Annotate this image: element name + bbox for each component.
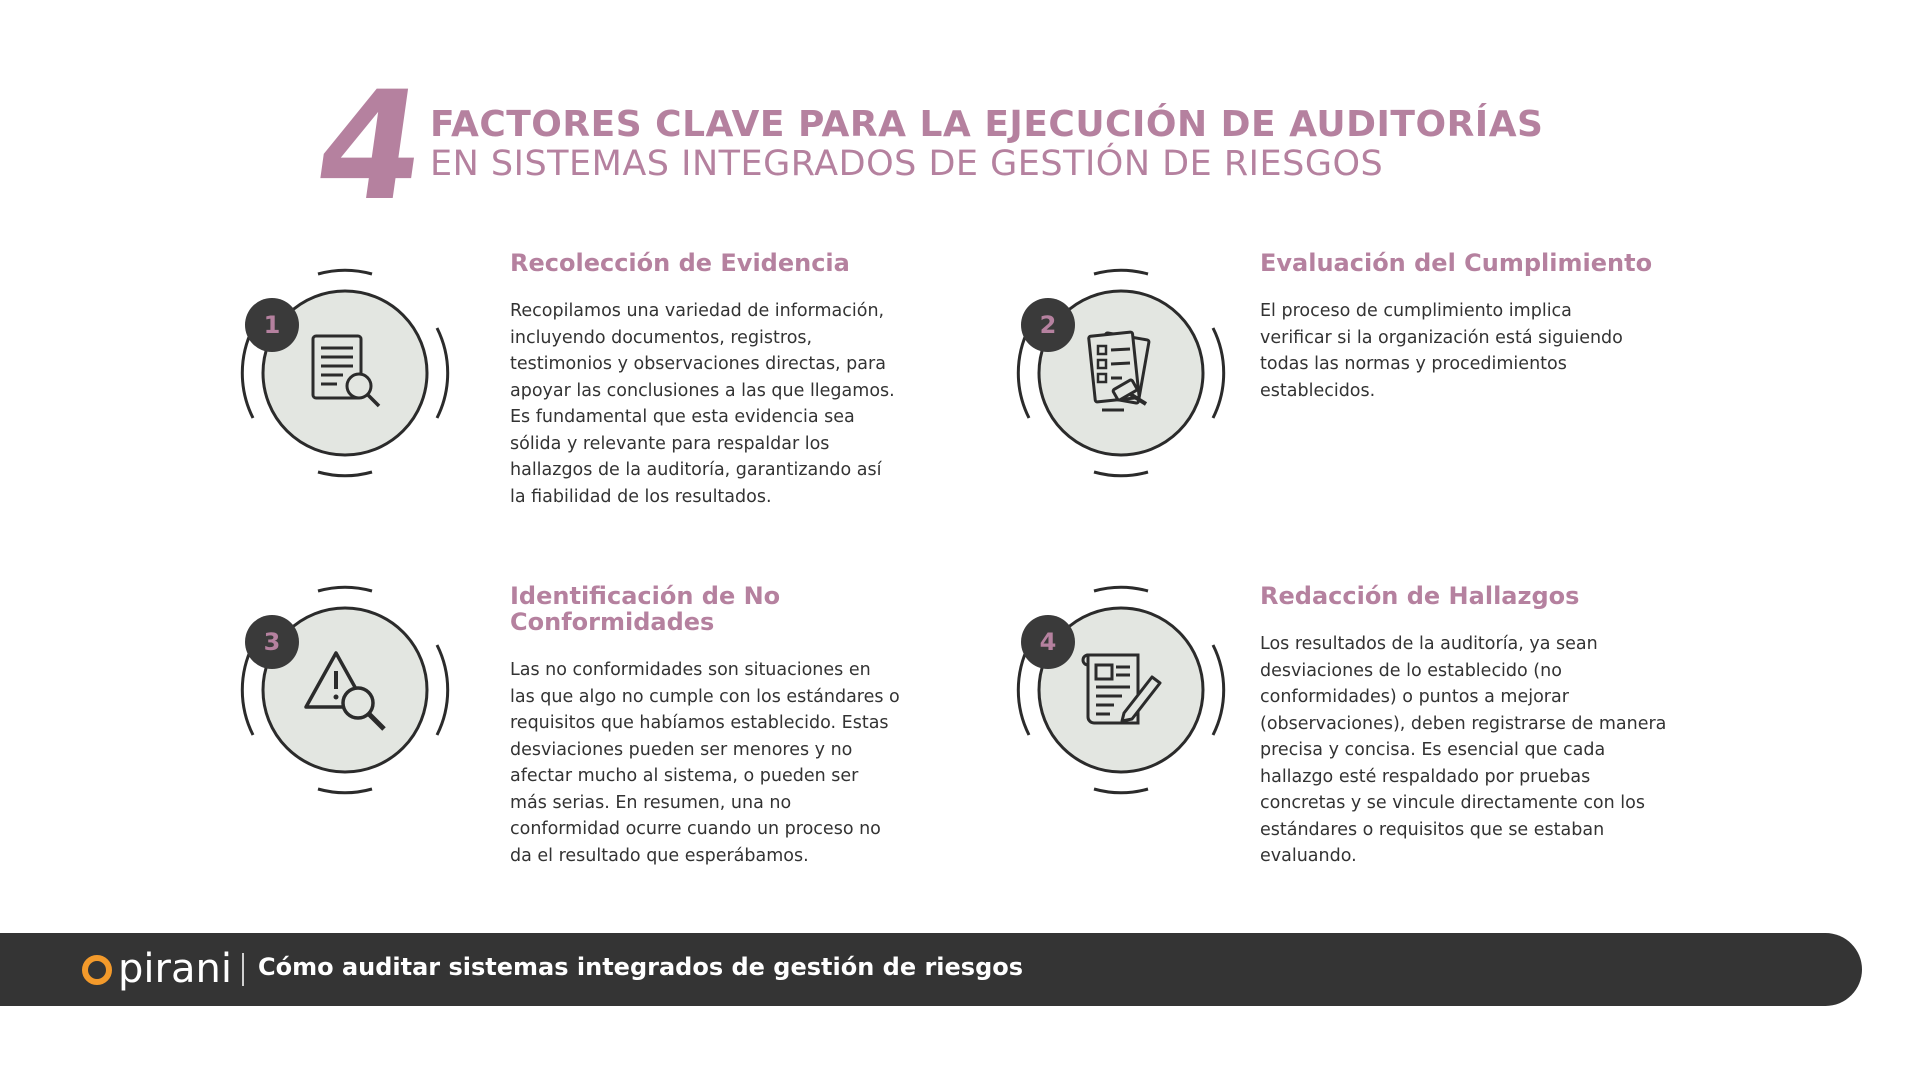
page-title: FACTORES CLAVE PARA LA EJECUCIÓN DE AUDITORÍAS	[430, 104, 1544, 145]
factor-3-title: Identificación de No Conformidades	[510, 582, 781, 636]
pirani-logo-mark-icon	[82, 955, 112, 985]
warning-search-icon	[300, 645, 392, 735]
factor-1-icon-group	[240, 268, 450, 478]
factor-2-number-badge: 2	[1021, 298, 1075, 352]
document-pen-icon	[1080, 647, 1166, 733]
factor-1-body: Recopilamos una variedad de información, incluyendo documentos, registros, testimonios y observaciones directas, para apoyar las conclusiones a las que llegamos. Es fundamental que esta evidencia sea sólida y relevante para respaldar los hallazgos de la auditoría, garantizando así la fiabilidad de los resultados.	[510, 301, 895, 507]
document-search-icon	[305, 330, 389, 414]
factor-3-number-badge: 3	[245, 615, 299, 669]
factor-2-title: Evaluación del Cumplimiento	[1260, 249, 1653, 277]
factor-3-icon-group	[240, 585, 450, 795]
factor-4-icon-group	[1016, 585, 1226, 795]
factor-1-title: Recolección de Evidencia	[510, 249, 850, 277]
footer-caption: Cómo auditar sistemas integrados de gestión de riesgos	[258, 953, 1024, 981]
factor-2-body: El proceso de cumplimiento implica verificar si la organización está siguiendo todas las normas y procedimientos establecidos.	[1260, 301, 1623, 401]
factor-1-number-badge: 1	[245, 298, 299, 352]
factor-3-body: Las no conformidades son situaciones en las que algo no cumple con los estándares o requisitos que habíamos establecido. Estas desviaciones pueden ser menores y no afectar mucho al sistema, o pueden ser más serias. En resumen, una no conformidad ocurre cuando un proceso no da el resultado que esperábamos.	[510, 660, 900, 866]
footer-bar	[0, 933, 1862, 1006]
header-number: 4	[305, 60, 435, 234]
factor-4-title: Redacción de Hallazgos	[1260, 582, 1580, 610]
factor-2-icon-group	[1016, 268, 1226, 478]
factor-4-number-badge: 4	[1021, 615, 1075, 669]
page-subtitle: EN SISTEMAS INTEGRADOS DE GESTIÓN DE RIESGOS	[430, 144, 1384, 184]
footer-divider	[242, 953, 244, 986]
checklist-gavel-icon	[1078, 328, 1164, 418]
pirani-logo-text: pirani	[118, 946, 232, 992]
factor-4-body: Los resultados de la auditoría, ya sean desviaciones de lo establecido (no conformidades) o puntos a mejorar (observaciones), deben registrarse de manera precisa y concisa. Es esencial que cada hallazgo esté respaldado por pruebas concretas y se vincule directamente con los estándares o requisitos que se estaban evaluando.	[1260, 634, 1667, 866]
pirani-logo	[82, 945, 232, 993]
